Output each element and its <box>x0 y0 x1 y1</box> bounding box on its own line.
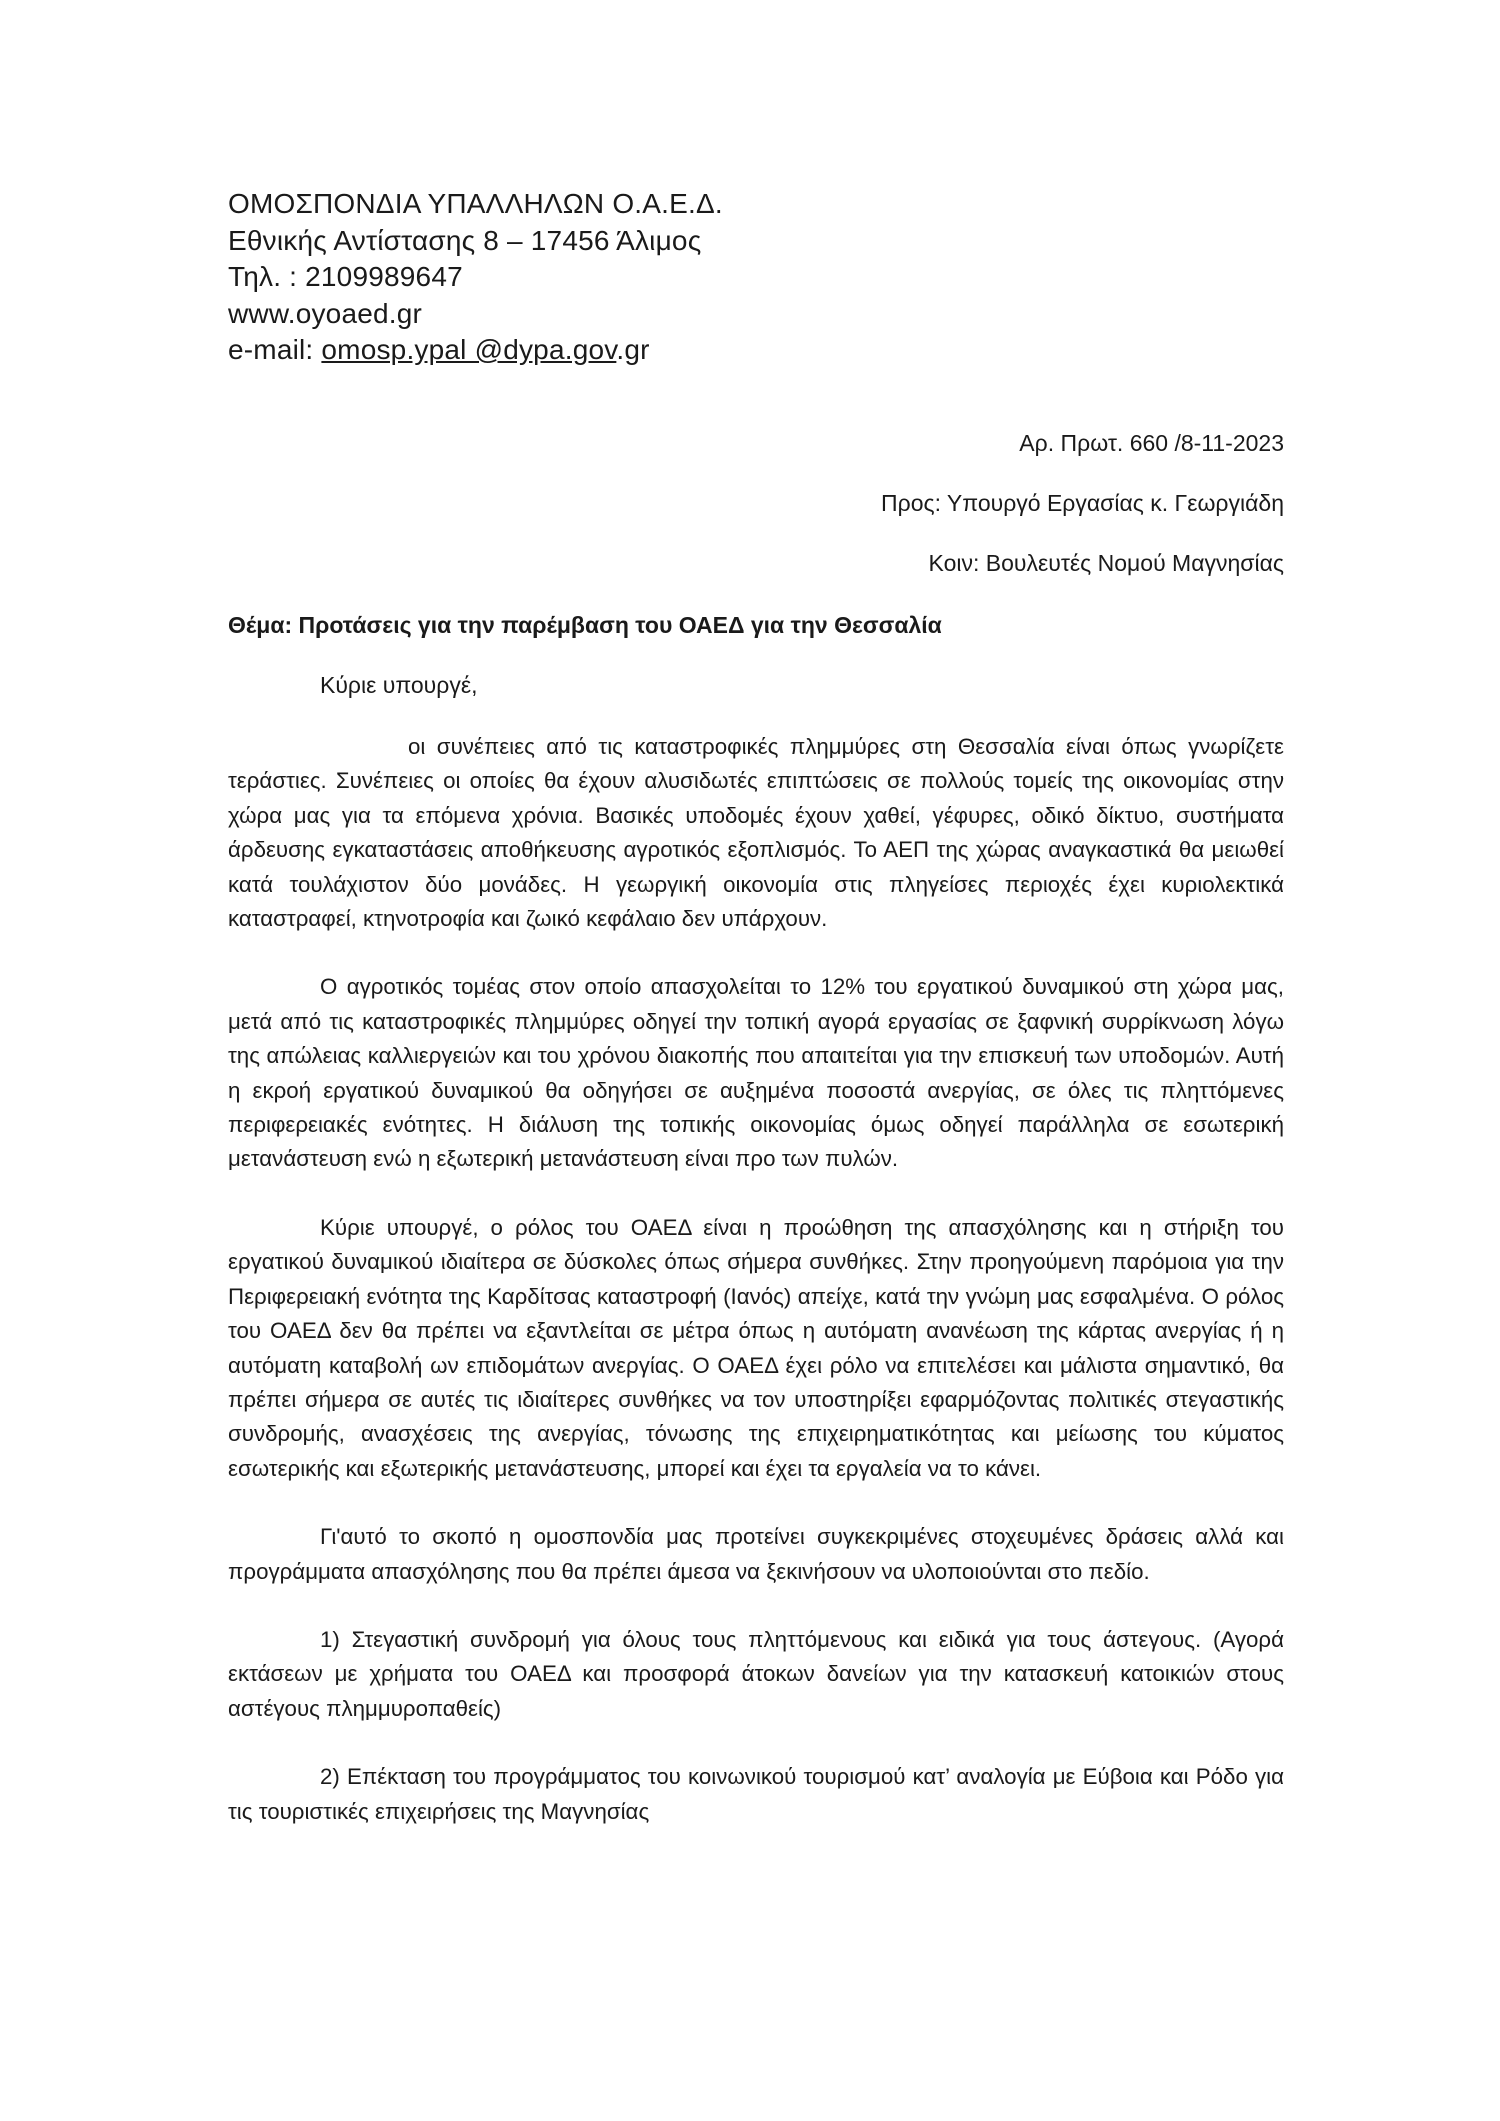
body-paragraph: Κύριε υπουργέ, ο ρόλος του ΟΑΕΔ είναι η προώθηση της απασχόλησης και η στήριξη του εργατικού δυναμικού ιδιαίτερα σε δύσκολες όπως σήμερα συνθήκες. Στην προηγούμενη παρόμοια για την Περιφερειακή ενότητα της Καρδίτσας καταστροφή (Ιανός) απείχε, κατά την γνώμη μας εσφαλμένα. Ο ρόλος του ΟΑΕΔ δεν θα πρέπει να εξαντλείται σε μέτρα όπως η αυτόματη ανανέωση της κάρτας ανεργίας ή η αυτόματη καταβολή ων επιδομάτων ανεργίας. Ο ΟΑΕΔ έχει ρόλο να επιτελέσει και μάλιστα σημαντικό, θα πρέπει σήμερα σε αυτές τις ιδιαίτερες συνθήκες να τον υποστηρίξει εφαρμόζοντας πολιτικές στεγαστικής συνδρομής, ανασχέσεις της ανεργίας, τόνωσης της επιχειρηματικότητας και μείωσης του κύματος εσωτερικής και εξωτερικής μετανάστευσης, μπορεί και έχει τα εργαλεία να το κάνει. <box>228 1214 1284 1481</box>
email-link[interactable]: omosp.ypal @dypa.gov <box>321 334 617 365</box>
protocol-number: Αρ. Πρωτ. 660 /8-11-2023 <box>1019 430 1284 456</box>
recipient-cc: Κοιν: Βουλευτές Νομού Μαγνησίας <box>928 550 1284 576</box>
salutation: Κύριε υπουργέ, <box>320 672 478 698</box>
proposal-item: 2) Επέκταση του προγράμματος του κοινωνικού τουρισμού κατ’ αναλογία με Εύβοια και Ρόδο για τις τουριστικές επιχειρήσεις της Μαγνησίας <box>228 1764 1284 1824</box>
body-paragraph: Ο αγροτικός τομέας στον οποίο απασχολείται το 12% του εργατικού δυναμικού στη χώρα μας, μετά από τις καταστροφικές πλημμύρες οδηγεί την τοπική αγορά εργασίας σε ξαφνική συρρίκνωση λόγω της απώλειας καλλιεργειών και του χρόνου διακοπής που απαιτείται για την επισκευή των υποδομών. Αυτή η εκροή εργατικού δυναμικού θα οδηγήσει σε αυξημένα ποσοστά ανεργίας, σε όλες τις πληττόμενες περιφερειακές ενότητες. Η διάλυση της τοπικής οικονομίας όμως οδηγεί παράλληλα σε εσωτερική μετανάστευση ενώ η εξωτερική μετανάστευση είναι προ των πυλών. <box>228 974 1284 1172</box>
email-suffix: .gr <box>616 334 650 365</box>
sender-website: www.oyoaed.gr <box>228 297 423 329</box>
body-paragraph: Γι'αυτό το σκοπό η ομοσπονδία μας προτείνει συγκεκριμένες στοχευμένες δράσεις αλλά και προγράμματα απασχόλησης που θα πρέπει άμεσα να ξεκινήσουν να υλοποιούνται στο πεδίο. <box>228 1524 1284 1584</box>
body-paragraph: οι συνέπειες από τις καταστροφικές πλημμύρες στη Θεσσαλία είναι όπως γνωρίζετε τεράστιες. Συνέπειες οι οποίες θα έχουν αλυσιδωτές επιπτώσεις σε πολλούς τομείς της οικονομίας στην χώρα μας για τα επόμενα χρόνια. Βασικές υποδομές έχουν χαθεί, γέφυρες, οδικό δίκτυο, συστήματα άρδευσης εγκαταστάσεις αποθήκευσης αγροτικός εξοπλισμός. Το ΑΕΠ της χώρας αναγκαστικά θα μειωθεί κατά τουλάχιστον δύο μονάδες. Η γεωργική οικονομία στις πληγείσες περιοχές έχει κυριολεκτικά καταστραφεί, κτηνοτροφία και ζωικό κεφάλαιο δεν υπάρχουν. <box>228 734 1284 932</box>
recipient-block <box>881 428 1284 578</box>
recipient-to: Προς: Υπουργό Εργασίας κ. Γεωργιάδη <box>881 490 1284 516</box>
letter-body <box>228 730 1284 1863</box>
proposal-item: 1) Στεγαστική συνδρομή για όλους τους πληττόμενους και ειδικά για τους άστεγους. (Αγορά εκτάσεων με χρήματα του ΟΑΕΔ και προσφορά άτοκων δανείων για την κατασκευή κατοικιών στους αστέγους πλημμυροπαθείς) <box>228 1626 1284 1721</box>
letter-subject: Θέμα: Προτάσεις για την παρέμβαση του ΟΑΕΔ για την Θεσσαλία <box>228 612 942 638</box>
email-prefix: e-mail: <box>228 334 322 365</box>
sender-email <box>228 332 723 369</box>
sender-phone: Τηλ. : 2109989647 <box>228 261 463 292</box>
sender-organization: ΟΜΟΣΠΟΝΔΙΑ ΥΠΑΛΛΗΛΩΝ Ο.Α.Ε.Δ. <box>228 188 723 219</box>
sender-block <box>228 186 723 369</box>
sender-address: Εθνικής Αντίστασης 8 – 17456 Άλιμος <box>228 224 702 256</box>
